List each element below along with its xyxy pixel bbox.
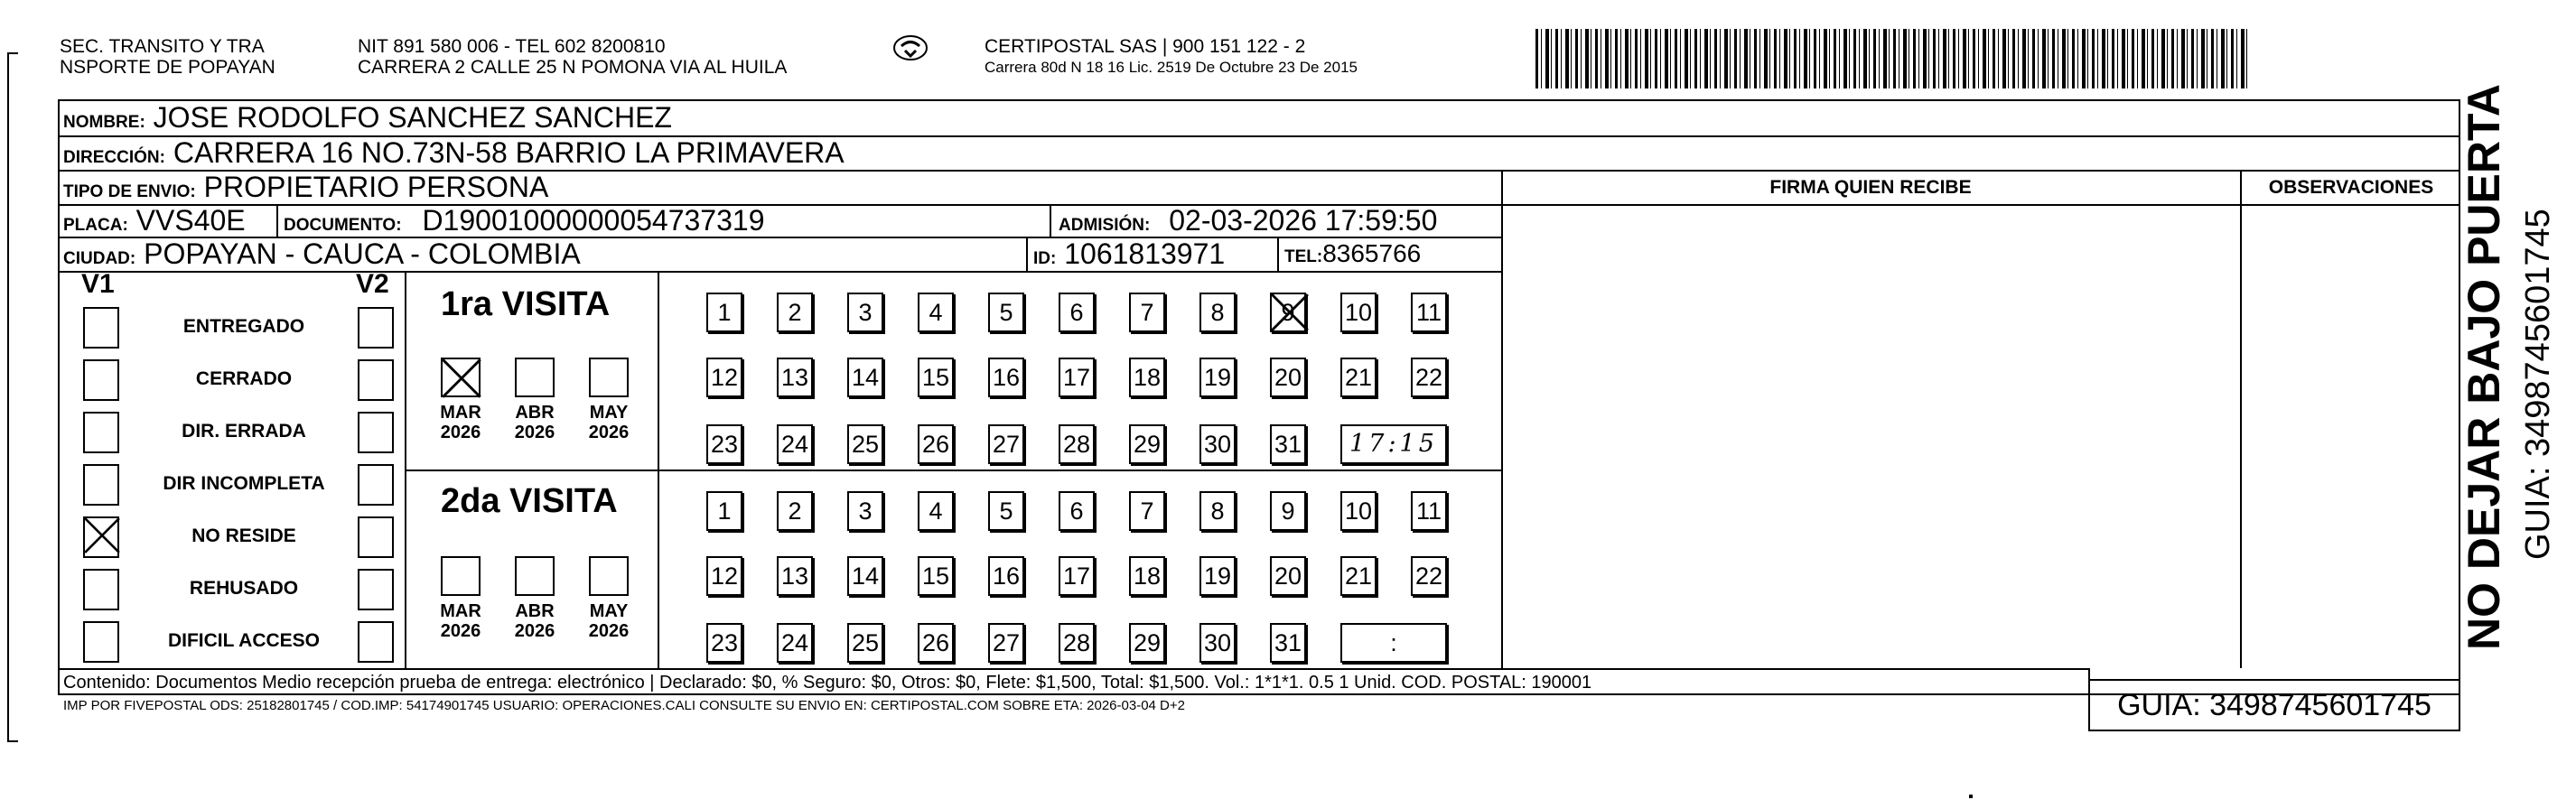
observations-area xyxy=(2242,206,2459,666)
visit2-title: 2da VISITA xyxy=(441,482,618,520)
day-box[interactable]: 14 xyxy=(847,358,883,397)
v2-checkbox[interactable] xyxy=(358,569,394,610)
v1-checkbox[interactable] xyxy=(83,359,119,401)
day-box[interactable]: 29 xyxy=(1129,424,1165,464)
day-box[interactable]: 11 xyxy=(1411,293,1447,332)
day-box[interactable]: 11 xyxy=(1411,491,1447,531)
firma-label: FIRMA QUIEN RECIBE xyxy=(1769,177,1972,198)
documento-label: DOCUMENTO: xyxy=(284,216,402,235)
day-box[interactable]: 6 xyxy=(1059,491,1095,531)
ciudad-value: POPAYAN - CAUCA - COLOMBIA xyxy=(144,237,581,270)
day-box[interactable]: 31 xyxy=(1270,623,1306,663)
month-checkbox[interactable] xyxy=(441,556,481,596)
day-box[interactable]: 27 xyxy=(988,424,1024,464)
day-box[interactable]: 27 xyxy=(988,623,1024,663)
documento-value: D19001000000054737319 xyxy=(422,204,765,237)
month-name: MAR xyxy=(440,403,481,423)
month-checkbox[interactable] xyxy=(515,358,555,397)
day-box[interactable]: 17 xyxy=(1059,556,1095,596)
month-year: 2026 xyxy=(440,621,481,641)
side-warning-text: NO DEJAR BAJO PUERTA xyxy=(2459,84,2509,650)
month-year: 2026 xyxy=(514,423,555,442)
nombre-value: JOSE RODOLFO SANCHEZ SANCHEZ xyxy=(153,101,672,134)
day-box[interactable]: 12 xyxy=(706,556,742,596)
v2-checkbox[interactable] xyxy=(358,412,394,453)
month-label xyxy=(509,403,560,442)
day-box[interactable]: 24 xyxy=(777,424,813,464)
footer-line1: Contenido: Documentos Medio recepción prueba de entrega: electrónico | Declarado: $0, % Seguro: $0, Otros: $0, Flete: $1,500, Total: $1,500. Vol.: 1*1*1. 0.5 1 Unid. COD. POSTAL: 190001 xyxy=(63,673,1592,693)
tipo-value: PROPIETARIO PERSONA xyxy=(203,171,549,203)
day-box[interactable]: 15 xyxy=(918,556,954,596)
day-box[interactable]: 25 xyxy=(847,424,883,464)
month-label xyxy=(583,403,634,442)
day-box[interactable]: 21 xyxy=(1340,358,1377,397)
tipo-label: TIPO DE ENVIO: xyxy=(63,182,196,201)
placa-value: VVS40E xyxy=(135,204,246,237)
v1-checkbox[interactable] xyxy=(83,569,119,610)
placa-label: PLACA: xyxy=(63,216,128,235)
id-label: ID: xyxy=(1033,249,1057,268)
guia-footer: GUIA: 3498745601745 xyxy=(2117,688,2431,722)
day-box[interactable]: 6 xyxy=(1059,293,1095,332)
status-option-label: DIR INCOMPLETA xyxy=(163,473,325,494)
month-name: MAR xyxy=(440,601,481,621)
month-label xyxy=(435,403,486,442)
sender-block xyxy=(60,36,275,78)
month-checkbox[interactable] xyxy=(589,358,629,397)
day-box[interactable]: 14 xyxy=(847,556,883,596)
visit1-title: 1ra VISITA xyxy=(441,285,611,323)
day-box[interactable]: 1 xyxy=(706,293,742,332)
sender-line2: NSPORTE DE POPAYAN xyxy=(60,57,275,78)
nit-line: NIT 891 580 006 - TEL 602 8200810 xyxy=(358,36,666,57)
time-box[interactable]: 17:15 xyxy=(1340,424,1447,464)
id-cell xyxy=(1033,237,1225,276)
month-label xyxy=(583,601,634,641)
day-box[interactable]: 5 xyxy=(988,293,1024,332)
id-value: 1061813971 xyxy=(1064,237,1226,270)
month-year: 2026 xyxy=(514,621,555,641)
day-box[interactable]: 10 xyxy=(1340,491,1377,531)
day-box[interactable]: 23 xyxy=(706,424,742,464)
v2-checkbox[interactable] xyxy=(358,516,394,558)
day-box[interactable]: 8 xyxy=(1199,293,1236,332)
x-mark-icon xyxy=(83,516,121,554)
signature-area xyxy=(1503,206,2238,666)
day-box[interactable]: 15 xyxy=(918,358,954,397)
day-box[interactable]: 25 xyxy=(847,623,883,663)
day-box[interactable]: 8 xyxy=(1199,491,1236,531)
v1-checkbox[interactable] xyxy=(83,307,119,349)
ciudad-cell xyxy=(63,237,581,276)
day-box[interactable]: 20 xyxy=(1270,358,1306,397)
day-box[interactable]: 9 xyxy=(1270,293,1306,332)
v2-checkbox[interactable] xyxy=(358,359,394,401)
barcode xyxy=(1535,29,2249,88)
direccion-value: CARRERA 16 NO.73N-58 BARRIO LA PRIMAVERA xyxy=(173,136,845,169)
ciudad-label: CIUDAD: xyxy=(63,249,136,268)
license-line: Carrera 80d N 18 16 Lic. 2519 De Octubre 23 De 2015 xyxy=(985,59,1358,76)
day-box[interactable]: 16 xyxy=(988,358,1024,397)
nombre-label: NOMBRE: xyxy=(63,113,145,132)
month-checkbox[interactable] xyxy=(515,556,555,596)
day-box[interactable]: 16 xyxy=(988,556,1024,596)
month-name: MAY xyxy=(589,403,629,423)
month-year: 2026 xyxy=(440,423,481,442)
day-box[interactable]: 7 xyxy=(1129,293,1165,332)
time-box[interactable]: : xyxy=(1340,623,1447,663)
tel-cell xyxy=(1284,237,1421,274)
side-guia xyxy=(2518,108,2563,560)
day-box[interactable]: 24 xyxy=(777,623,813,663)
month-name: ABR xyxy=(515,601,555,621)
x-mark-icon xyxy=(1270,293,1310,332)
day-box[interactable]: 9 xyxy=(1270,491,1306,531)
tel-value: 8365766 xyxy=(1322,239,1422,267)
month-checkbox[interactable] xyxy=(441,358,481,397)
day-box[interactable]: 2 xyxy=(777,491,813,531)
day-box[interactable]: 3 xyxy=(847,491,883,531)
v2-label: V2 xyxy=(356,269,389,299)
side-guia-text: GUIA: 3498745601745 xyxy=(2519,209,2557,560)
day-box[interactable]: 28 xyxy=(1059,623,1095,663)
day-box[interactable]: 3 xyxy=(847,293,883,332)
month-name: MAY xyxy=(589,601,629,621)
day-box[interactable]: 2 xyxy=(777,293,813,332)
day-box[interactable]: 19 xyxy=(1199,556,1236,596)
admision-value: 02-03-2026 17:59:50 xyxy=(1169,204,1438,237)
v1-label: V1 xyxy=(81,269,115,299)
v2-checkbox[interactable] xyxy=(358,621,394,663)
v1-checkbox[interactable] xyxy=(83,464,119,506)
month-name: ABR xyxy=(515,403,555,423)
v1-checkbox[interactable] xyxy=(83,412,119,453)
day-box[interactable]: 5 xyxy=(988,491,1024,531)
day-box[interactable]: 7 xyxy=(1129,491,1165,531)
observaciones-label: OBSERVACIONES xyxy=(2268,177,2434,198)
company-line: CERTIPOSTAL SAS | 900 151 122 - 2 xyxy=(985,36,1306,57)
tel-label: TEL: xyxy=(1284,247,1323,266)
month-year: 2026 xyxy=(588,621,630,641)
day-box[interactable]: 28 xyxy=(1059,424,1095,464)
day-box[interactable]: 26 xyxy=(918,424,954,464)
v2-checkbox[interactable] xyxy=(358,307,394,349)
day-box[interactable]: 20 xyxy=(1270,556,1306,596)
address-line: CARRERA 2 CALLE 25 N POMONA VIA AL HUILA xyxy=(358,57,788,78)
scan-mark xyxy=(1969,795,1973,798)
direccion-label: DIRECCIÓN: xyxy=(63,148,165,167)
month-label xyxy=(509,601,560,641)
day-box[interactable]: 22 xyxy=(1411,358,1447,397)
status-option-label: CERRADO xyxy=(195,368,293,389)
day-box[interactable]: 29 xyxy=(1129,623,1165,663)
day-box[interactable]: 1 xyxy=(706,491,742,531)
day-box[interactable]: 18 xyxy=(1129,358,1165,397)
month-checkbox[interactable] xyxy=(589,556,629,596)
day-box[interactable]: 23 xyxy=(706,623,742,663)
day-box[interactable]: 10 xyxy=(1340,293,1377,332)
status-option-label: DIR. ERRADA xyxy=(182,421,306,442)
side-warning xyxy=(2459,84,2522,650)
v1-checkbox[interactable] xyxy=(83,516,119,558)
day-box[interactable]: 18 xyxy=(1129,556,1165,596)
v2-checkbox[interactable] xyxy=(358,464,394,506)
nombre-row xyxy=(63,100,672,140)
status-option-label: REHUSADO xyxy=(189,578,299,599)
day-box[interactable]: 13 xyxy=(777,556,813,596)
month-label xyxy=(435,601,486,641)
day-box[interactable]: 30 xyxy=(1199,623,1236,663)
day-box[interactable]: 13 xyxy=(777,358,813,397)
sender-line1: SEC. TRANSITO Y TRA xyxy=(60,36,265,57)
status-option-label: NO RESIDE xyxy=(191,525,296,546)
day-box[interactable]: 21 xyxy=(1340,556,1377,596)
v1-checkbox[interactable] xyxy=(83,621,119,663)
day-box[interactable]: 19 xyxy=(1199,358,1236,397)
footer-line2: IMP POR FIVEPOSTAL ODS: 25182801745 / COD.IMP: 54174901745 USUARIO: OPERACIONES.CALI CONSULTE SU ENVIO EN: CERTIPOSTAL.COM SOBRE ETA: 2026-03-04 D+2 xyxy=(63,698,1185,713)
day-box[interactable]: 4 xyxy=(918,293,954,332)
x-mark-icon xyxy=(441,358,482,399)
status-option-label: DIFICIL ACCESO xyxy=(167,630,320,651)
status-option-label: ENTREGADO xyxy=(182,316,305,337)
day-box[interactable]: 31 xyxy=(1270,424,1306,464)
month-year: 2026 xyxy=(588,423,630,442)
day-box[interactable]: 12 xyxy=(706,358,742,397)
day-box[interactable]: 30 xyxy=(1199,424,1236,464)
day-box[interactable]: 22 xyxy=(1411,556,1447,596)
company-block xyxy=(985,36,1358,77)
day-box[interactable]: 17 xyxy=(1059,358,1095,397)
certipostal-logo xyxy=(885,34,936,78)
day-box[interactable]: 26 xyxy=(918,623,954,663)
nit-block xyxy=(358,36,787,78)
day-box[interactable]: 4 xyxy=(918,491,954,531)
admision-label: ADMISIÓN: xyxy=(1059,216,1151,235)
cut-mark xyxy=(7,52,18,742)
